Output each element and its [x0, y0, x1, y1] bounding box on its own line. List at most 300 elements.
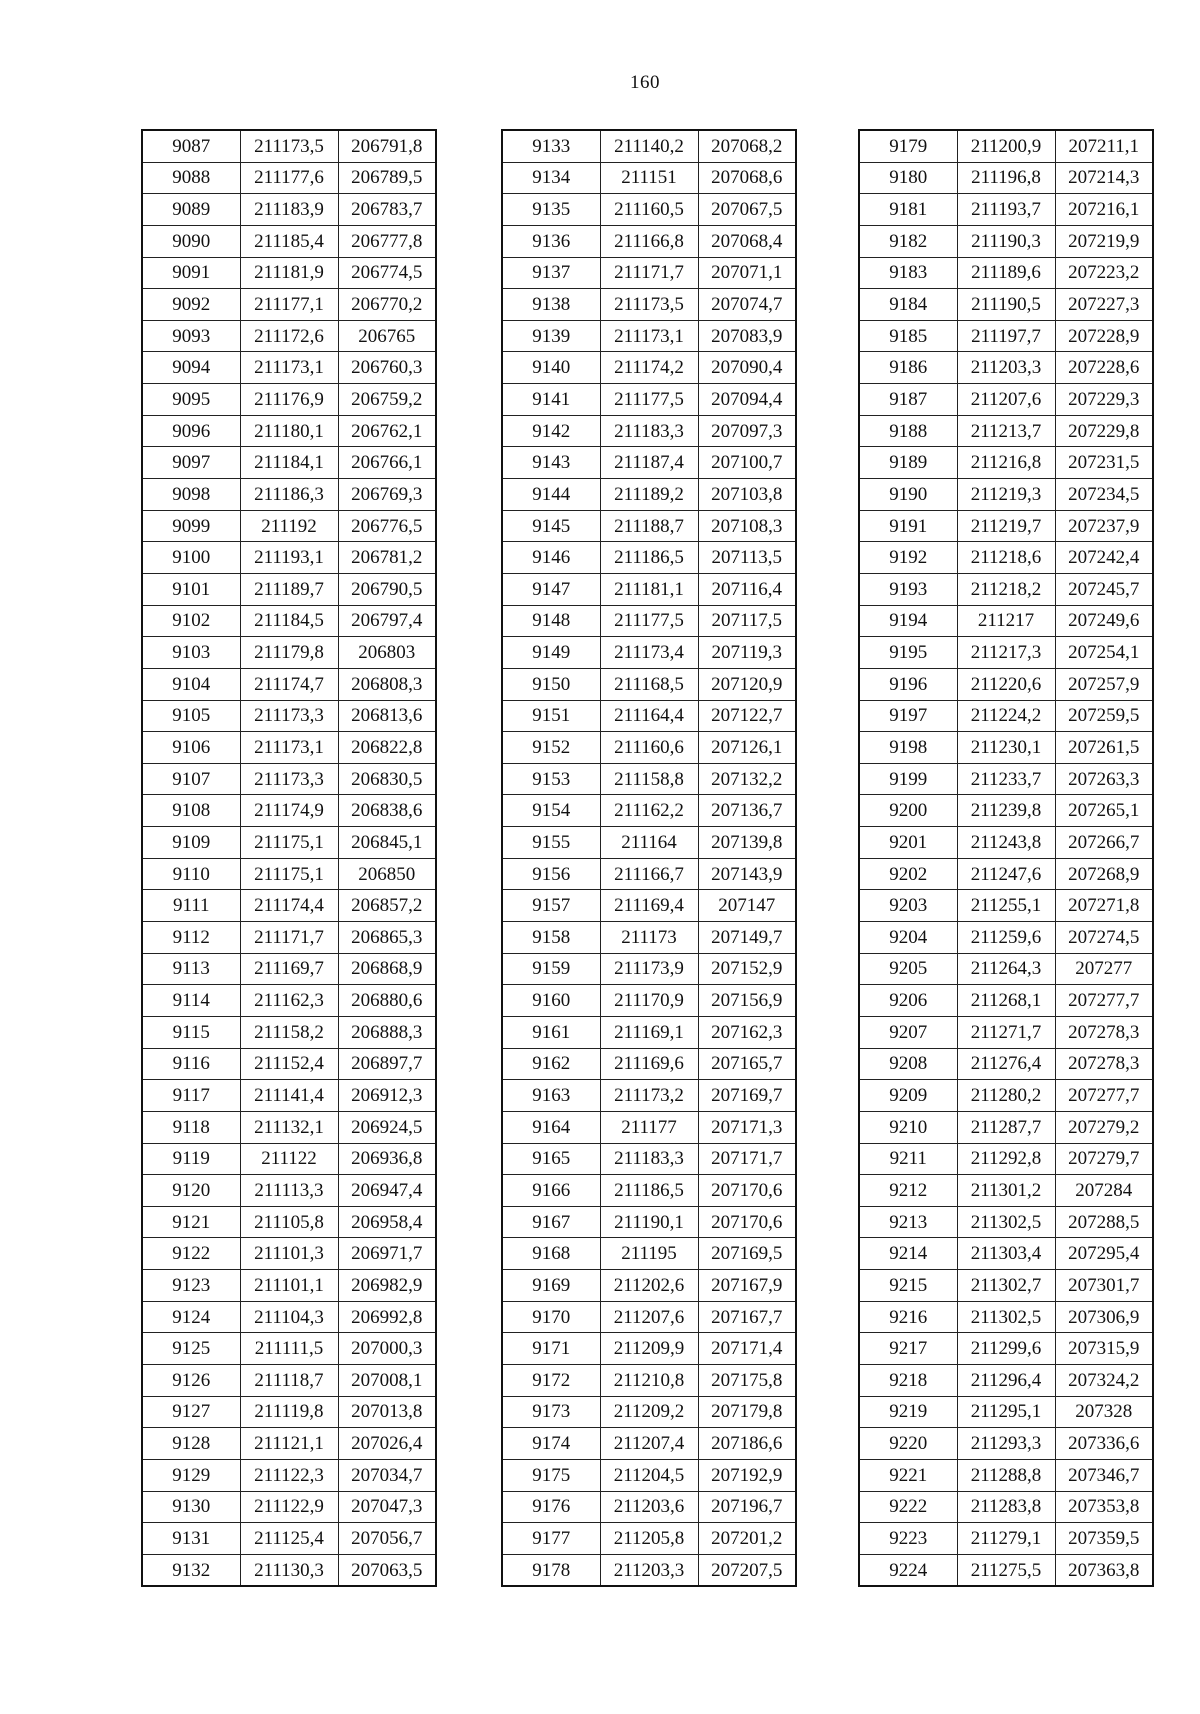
point-number-cell: 9096 — [142, 415, 240, 447]
y-coordinate-cell: 206760,3 — [338, 352, 436, 384]
point-number-cell: 9198 — [859, 732, 957, 764]
y-coordinate-cell: 206765 — [338, 320, 436, 352]
x-coordinate-cell: 211185,4 — [240, 225, 338, 257]
table-row — [859, 510, 1153, 542]
y-coordinate-cell: 206797,4 — [338, 605, 436, 637]
x-coordinate-cell: 211177,5 — [600, 605, 698, 637]
y-coordinate-cell: 206791,8 — [338, 130, 436, 162]
point-number-cell: 9123 — [142, 1270, 240, 1302]
table-row — [859, 1428, 1153, 1460]
x-coordinate-cell: 211192 — [240, 510, 338, 542]
point-number-cell: 9121 — [142, 1206, 240, 1238]
y-coordinate-cell: 207277 — [1055, 953, 1153, 985]
point-number-cell: 9218 — [859, 1364, 957, 1396]
point-number-cell: 9105 — [142, 700, 240, 732]
table-row — [142, 1016, 436, 1048]
table-row — [142, 1523, 436, 1555]
point-number-cell: 9161 — [502, 1016, 600, 1048]
table-row — [859, 415, 1153, 447]
x-coordinate-cell: 211164 — [600, 827, 698, 859]
table-row — [502, 1270, 796, 1302]
point-number-cell: 9126 — [142, 1364, 240, 1396]
table-row — [502, 1206, 796, 1238]
point-number-cell: 9224 — [859, 1554, 957, 1586]
table-row — [502, 1143, 796, 1175]
y-coordinate-cell: 207000,3 — [338, 1333, 436, 1365]
table-row — [502, 1048, 796, 1080]
point-number-cell: 9175 — [502, 1459, 600, 1491]
table-row — [859, 447, 1153, 479]
x-coordinate-cell: 211172,6 — [240, 320, 338, 352]
table-row — [142, 668, 436, 700]
point-number-cell: 9168 — [502, 1238, 600, 1270]
point-number-cell: 9173 — [502, 1396, 600, 1428]
x-coordinate-cell: 211302,7 — [957, 1270, 1055, 1302]
point-number-cell: 9216 — [859, 1301, 957, 1333]
x-coordinate-cell: 211173,1 — [600, 320, 698, 352]
point-number-cell: 9192 — [859, 542, 957, 574]
table-row — [502, 637, 796, 669]
point-number-cell: 9215 — [859, 1270, 957, 1302]
x-coordinate-cell: 211204,5 — [600, 1459, 698, 1491]
point-number-cell: 9110 — [142, 858, 240, 890]
table-row — [859, 1270, 1153, 1302]
point-number-cell: 9162 — [502, 1048, 600, 1080]
point-number-cell: 9189 — [859, 447, 957, 479]
page-number: 160 — [630, 72, 660, 93]
point-number-cell: 9158 — [502, 922, 600, 954]
point-number-cell: 9117 — [142, 1080, 240, 1112]
y-coordinate-cell: 207363,8 — [1055, 1554, 1153, 1586]
x-coordinate-cell: 211166,8 — [600, 225, 698, 257]
y-coordinate-cell: 207147 — [698, 890, 796, 922]
point-number-cell: 9125 — [142, 1333, 240, 1365]
point-number-cell: 9119 — [142, 1143, 240, 1175]
point-number-cell: 9209 — [859, 1080, 957, 1112]
point-number-cell: 9213 — [859, 1206, 957, 1238]
point-number-cell: 9180 — [859, 162, 957, 194]
x-coordinate-cell: 211303,4 — [957, 1238, 1055, 1270]
x-coordinate-cell: 211160,5 — [600, 194, 698, 226]
x-coordinate-cell: 211175,1 — [240, 858, 338, 890]
x-coordinate-cell: 211169,4 — [600, 890, 698, 922]
y-coordinate-cell: 207336,6 — [1055, 1428, 1153, 1460]
x-coordinate-cell: 211173,3 — [240, 700, 338, 732]
point-number-cell: 9199 — [859, 763, 957, 795]
table-row — [142, 605, 436, 637]
y-coordinate-cell: 206850 — [338, 858, 436, 890]
table-row — [502, 573, 796, 605]
table-row — [859, 1175, 1153, 1207]
x-coordinate-cell: 211173,1 — [240, 732, 338, 764]
x-coordinate-cell: 211275,5 — [957, 1554, 1055, 1586]
x-coordinate-cell: 211187,4 — [600, 447, 698, 479]
table-row — [142, 1175, 436, 1207]
point-number-cell: 9130 — [142, 1491, 240, 1523]
table-row — [859, 637, 1153, 669]
table-row — [859, 1459, 1153, 1491]
y-coordinate-cell: 206789,5 — [338, 162, 436, 194]
point-number-cell: 9114 — [142, 985, 240, 1017]
x-coordinate-cell: 211239,8 — [957, 795, 1055, 827]
y-coordinate-cell: 206803 — [338, 637, 436, 669]
point-number-cell: 9178 — [502, 1554, 600, 1586]
point-number-cell: 9104 — [142, 668, 240, 700]
table-row — [502, 384, 796, 416]
y-coordinate-cell: 207219,9 — [1055, 225, 1153, 257]
y-coordinate-cell: 207068,4 — [698, 225, 796, 257]
y-coordinate-cell: 207301,7 — [1055, 1270, 1153, 1302]
table-row — [142, 795, 436, 827]
x-coordinate-cell: 211203,6 — [600, 1491, 698, 1523]
table-row — [502, 700, 796, 732]
table-row — [502, 289, 796, 321]
x-coordinate-cell: 211279,1 — [957, 1523, 1055, 1555]
x-coordinate-cell: 211169,1 — [600, 1016, 698, 1048]
table-row — [859, 573, 1153, 605]
point-number-cell: 9152 — [502, 732, 600, 764]
point-number-cell: 9170 — [502, 1301, 600, 1333]
x-coordinate-cell: 211101,3 — [240, 1238, 338, 1270]
point-number-cell: 9118 — [142, 1111, 240, 1143]
point-number-cell: 9103 — [142, 637, 240, 669]
table-row — [502, 542, 796, 574]
y-coordinate-cell: 207245,7 — [1055, 573, 1153, 605]
point-number-cell: 9223 — [859, 1523, 957, 1555]
point-number-cell: 9196 — [859, 668, 957, 700]
x-coordinate-cell: 211184,5 — [240, 605, 338, 637]
point-number-cell: 9132 — [142, 1554, 240, 1586]
y-coordinate-cell: 206868,9 — [338, 953, 436, 985]
table-row — [859, 763, 1153, 795]
x-coordinate-cell: 211190,3 — [957, 225, 1055, 257]
x-coordinate-cell: 211296,4 — [957, 1364, 1055, 1396]
x-coordinate-cell: 211280,2 — [957, 1080, 1055, 1112]
point-number-cell: 9143 — [502, 447, 600, 479]
point-number-cell: 9111 — [142, 890, 240, 922]
table-row — [142, 922, 436, 954]
table-row — [502, 795, 796, 827]
table-row — [142, 257, 436, 289]
x-coordinate-cell: 211218,2 — [957, 573, 1055, 605]
point-number-cell: 9156 — [502, 858, 600, 890]
y-coordinate-cell: 207263,3 — [1055, 763, 1153, 795]
y-coordinate-cell: 207071,1 — [698, 257, 796, 289]
y-coordinate-cell: 206822,8 — [338, 732, 436, 764]
table-row — [502, 605, 796, 637]
y-coordinate-cell: 207116,4 — [698, 573, 796, 605]
y-coordinate-cell: 207167,7 — [698, 1301, 796, 1333]
y-coordinate-cell: 207277,7 — [1055, 1080, 1153, 1112]
table-row — [859, 1048, 1153, 1080]
y-coordinate-cell: 207120,9 — [698, 668, 796, 700]
table-row — [502, 763, 796, 795]
table-row — [859, 985, 1153, 1017]
table-row — [502, 1428, 796, 1460]
point-number-cell: 9191 — [859, 510, 957, 542]
table-row — [859, 289, 1153, 321]
point-number-cell: 9116 — [142, 1048, 240, 1080]
x-coordinate-cell: 211264,3 — [957, 953, 1055, 985]
table-row — [859, 795, 1153, 827]
y-coordinate-cell: 207100,7 — [698, 447, 796, 479]
point-number-cell: 9197 — [859, 700, 957, 732]
point-number-cell: 9151 — [502, 700, 600, 732]
x-coordinate-cell: 211224,2 — [957, 700, 1055, 732]
table-row — [142, 1459, 436, 1491]
x-coordinate-cell: 211168,5 — [600, 668, 698, 700]
y-coordinate-cell: 207186,6 — [698, 1428, 796, 1460]
table-row — [859, 922, 1153, 954]
y-coordinate-cell: 207008,1 — [338, 1364, 436, 1396]
x-coordinate-cell: 211207,6 — [600, 1301, 698, 1333]
y-coordinate-cell: 206958,4 — [338, 1206, 436, 1238]
y-coordinate-cell: 207249,6 — [1055, 605, 1153, 637]
y-coordinate-cell: 207277,7 — [1055, 985, 1153, 1017]
x-coordinate-cell: 211118,7 — [240, 1364, 338, 1396]
x-coordinate-cell: 211302,5 — [957, 1301, 1055, 1333]
table-row — [142, 1206, 436, 1238]
y-coordinate-cell: 207279,2 — [1055, 1111, 1153, 1143]
table-row — [502, 858, 796, 890]
y-coordinate-cell: 207063,5 — [338, 1554, 436, 1586]
x-coordinate-cell: 211302,5 — [957, 1206, 1055, 1238]
x-coordinate-cell: 211217 — [957, 605, 1055, 637]
point-number-cell: 9207 — [859, 1016, 957, 1048]
x-coordinate-cell: 211122 — [240, 1143, 338, 1175]
x-coordinate-cell: 211132,1 — [240, 1111, 338, 1143]
y-coordinate-cell: 206845,1 — [338, 827, 436, 859]
x-coordinate-cell: 211186,5 — [600, 542, 698, 574]
table-row — [142, 1491, 436, 1523]
x-coordinate-cell: 211203,3 — [600, 1554, 698, 1586]
table-row — [502, 1111, 796, 1143]
table-row — [859, 1554, 1153, 1586]
table-body — [859, 130, 1153, 1586]
point-number-cell: 9102 — [142, 605, 240, 637]
y-coordinate-cell: 207229,8 — [1055, 415, 1153, 447]
table-row — [859, 1523, 1153, 1555]
y-coordinate-cell: 207207,5 — [698, 1554, 796, 1586]
table-row — [502, 415, 796, 447]
table-row — [859, 858, 1153, 890]
y-coordinate-cell: 206912,3 — [338, 1080, 436, 1112]
point-number-cell: 9149 — [502, 637, 600, 669]
point-number-cell: 9210 — [859, 1111, 957, 1143]
table-row — [502, 257, 796, 289]
x-coordinate-cell: 211190,5 — [957, 289, 1055, 321]
point-number-cell: 9184 — [859, 289, 957, 321]
table-row — [502, 130, 796, 162]
point-number-cell: 9094 — [142, 352, 240, 384]
point-number-cell: 9147 — [502, 573, 600, 605]
x-coordinate-cell: 211177,6 — [240, 162, 338, 194]
x-coordinate-cell: 211173,4 — [600, 637, 698, 669]
x-coordinate-cell: 211288,8 — [957, 1459, 1055, 1491]
y-coordinate-cell: 206762,1 — [338, 415, 436, 447]
point-number-cell: 9222 — [859, 1491, 957, 1523]
x-coordinate-cell: 211173,9 — [600, 953, 698, 985]
y-coordinate-cell: 206830,5 — [338, 763, 436, 795]
x-coordinate-cell: 211295,1 — [957, 1396, 1055, 1428]
y-coordinate-cell: 206857,2 — [338, 890, 436, 922]
x-coordinate-cell: 211179,8 — [240, 637, 338, 669]
x-coordinate-cell: 211184,1 — [240, 447, 338, 479]
x-coordinate-cell: 211189,2 — [600, 479, 698, 511]
table-row — [859, 1080, 1153, 1112]
x-coordinate-cell: 211119,8 — [240, 1396, 338, 1428]
y-coordinate-cell: 207126,1 — [698, 732, 796, 764]
x-coordinate-cell: 211121,1 — [240, 1428, 338, 1460]
y-coordinate-cell: 207103,8 — [698, 479, 796, 511]
point-number-cell: 9090 — [142, 225, 240, 257]
x-coordinate-cell: 211183,3 — [600, 1143, 698, 1175]
table-row — [142, 827, 436, 859]
point-number-cell: 9142 — [502, 415, 600, 447]
x-coordinate-cell: 211173 — [600, 922, 698, 954]
y-coordinate-cell: 207119,3 — [698, 637, 796, 669]
x-coordinate-cell: 211230,1 — [957, 732, 1055, 764]
y-coordinate-cell: 207266,7 — [1055, 827, 1153, 859]
x-coordinate-cell: 211299,6 — [957, 1333, 1055, 1365]
table-row — [859, 225, 1153, 257]
point-number-cell: 9211 — [859, 1143, 957, 1175]
table-row — [142, 384, 436, 416]
point-number-cell: 9099 — [142, 510, 240, 542]
x-coordinate-cell: 211162,3 — [240, 985, 338, 1017]
point-number-cell: 9220 — [859, 1428, 957, 1460]
table-row — [142, 858, 436, 890]
point-number-cell: 9153 — [502, 763, 600, 795]
point-number-cell: 9164 — [502, 1111, 600, 1143]
table-row — [502, 827, 796, 859]
table-row — [502, 1333, 796, 1365]
point-number-cell: 9195 — [859, 637, 957, 669]
y-coordinate-cell: 207170,6 — [698, 1175, 796, 1207]
x-coordinate-cell: 211203,3 — [957, 352, 1055, 384]
y-coordinate-cell: 207359,5 — [1055, 1523, 1153, 1555]
table-row — [142, 732, 436, 764]
x-coordinate-cell: 211169,7 — [240, 953, 338, 985]
x-coordinate-cell: 211140,2 — [600, 130, 698, 162]
coordinates-table-2 — [501, 129, 797, 1587]
x-coordinate-cell: 211259,6 — [957, 922, 1055, 954]
y-coordinate-cell: 207170,6 — [698, 1206, 796, 1238]
table-row — [142, 130, 436, 162]
x-coordinate-cell: 211180,1 — [240, 415, 338, 447]
x-coordinate-cell: 211268,1 — [957, 985, 1055, 1017]
y-coordinate-cell: 206776,5 — [338, 510, 436, 542]
point-number-cell: 9163 — [502, 1080, 600, 1112]
x-coordinate-cell: 211176,9 — [240, 384, 338, 416]
x-coordinate-cell: 211166,7 — [600, 858, 698, 890]
point-number-cell: 9098 — [142, 479, 240, 511]
x-coordinate-cell: 211158,8 — [600, 763, 698, 795]
y-coordinate-cell: 206838,6 — [338, 795, 436, 827]
table-row — [142, 573, 436, 605]
x-coordinate-cell: 211183,9 — [240, 194, 338, 226]
point-number-cell: 9087 — [142, 130, 240, 162]
x-coordinate-cell: 211205,8 — [600, 1523, 698, 1555]
x-coordinate-cell: 211207,6 — [957, 384, 1055, 416]
x-coordinate-cell: 211152,4 — [240, 1048, 338, 1080]
table-row — [502, 732, 796, 764]
x-coordinate-cell: 211141,4 — [240, 1080, 338, 1112]
point-number-cell: 9146 — [502, 542, 600, 574]
y-coordinate-cell: 207090,4 — [698, 352, 796, 384]
y-coordinate-cell: 207034,7 — [338, 1459, 436, 1491]
table-row — [859, 953, 1153, 985]
x-coordinate-cell: 211177,1 — [240, 289, 338, 321]
x-coordinate-cell: 211183,3 — [600, 415, 698, 447]
table-row — [859, 1111, 1153, 1143]
y-coordinate-cell: 207047,3 — [338, 1491, 436, 1523]
x-coordinate-cell: 211171,7 — [240, 922, 338, 954]
y-coordinate-cell: 206936,8 — [338, 1143, 436, 1175]
x-coordinate-cell: 211186,3 — [240, 479, 338, 511]
table-row — [142, 637, 436, 669]
x-coordinate-cell: 211151 — [600, 162, 698, 194]
y-coordinate-cell: 207152,9 — [698, 953, 796, 985]
table-row — [142, 1270, 436, 1302]
point-number-cell: 9206 — [859, 985, 957, 1017]
x-coordinate-cell: 211213,7 — [957, 415, 1055, 447]
y-coordinate-cell: 207162,3 — [698, 1016, 796, 1048]
table-row — [859, 479, 1153, 511]
table-row — [859, 827, 1153, 859]
table-row — [859, 384, 1153, 416]
y-coordinate-cell: 207227,3 — [1055, 289, 1153, 321]
y-coordinate-cell: 207068,6 — [698, 162, 796, 194]
table-row — [502, 1491, 796, 1523]
point-number-cell: 9127 — [142, 1396, 240, 1428]
table-row — [859, 890, 1153, 922]
y-coordinate-cell: 207083,9 — [698, 320, 796, 352]
y-coordinate-cell: 207295,4 — [1055, 1238, 1153, 1270]
x-coordinate-cell: 211170,9 — [600, 985, 698, 1017]
table-row — [142, 1080, 436, 1112]
table-row — [502, 320, 796, 352]
table-row — [859, 257, 1153, 289]
point-number-cell: 9200 — [859, 795, 957, 827]
y-coordinate-cell: 206808,3 — [338, 668, 436, 700]
y-coordinate-cell: 206865,3 — [338, 922, 436, 954]
table-row — [859, 700, 1153, 732]
table-row — [142, 352, 436, 384]
y-coordinate-cell: 206982,9 — [338, 1270, 436, 1302]
x-coordinate-cell: 211177 — [600, 1111, 698, 1143]
table-row — [502, 479, 796, 511]
table-row — [502, 1523, 796, 1555]
x-coordinate-cell: 211197,7 — [957, 320, 1055, 352]
table-row — [142, 890, 436, 922]
y-coordinate-cell: 207026,4 — [338, 1428, 436, 1460]
table-row — [142, 479, 436, 511]
table-row — [502, 1396, 796, 1428]
point-number-cell: 9122 — [142, 1238, 240, 1270]
table-row — [502, 194, 796, 226]
point-number-cell: 9159 — [502, 953, 600, 985]
point-number-cell: 9135 — [502, 194, 600, 226]
table-row — [502, 510, 796, 542]
y-coordinate-cell: 207211,1 — [1055, 130, 1153, 162]
x-coordinate-cell: 211177,5 — [600, 384, 698, 416]
point-number-cell: 9217 — [859, 1333, 957, 1365]
point-number-cell: 9139 — [502, 320, 600, 352]
y-coordinate-cell: 207056,7 — [338, 1523, 436, 1555]
point-number-cell: 9190 — [859, 479, 957, 511]
point-number-cell: 9188 — [859, 415, 957, 447]
